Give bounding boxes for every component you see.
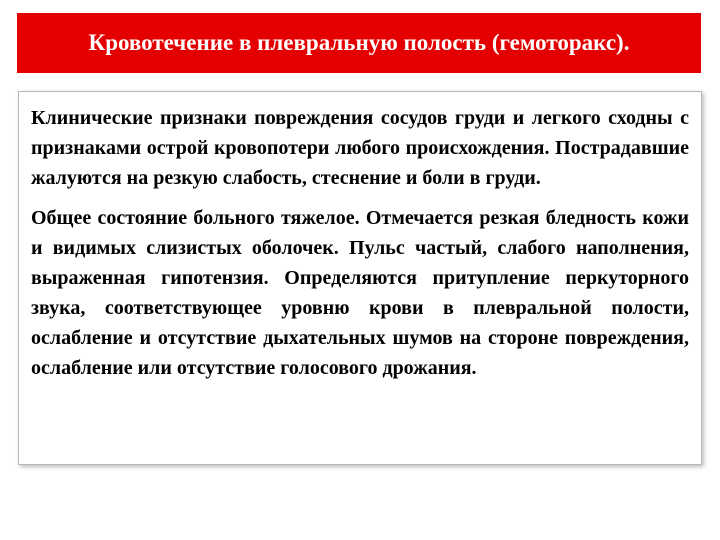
paragraph-general-condition: Общее состояние больного тяжелое. Отмечается резкая бледность кожи и видимых слизистых оболочек. Пульс частый, слабого наполнения, выраженная гипотензия. Определяются притупление перкуторного звука, соответствующее уровню крови в плевральной полости, ослабление и отсутствие дыхательных шумов на стороне повреждения, ослабление или отсутствие голосового дрожания. bbox=[31, 207, 689, 379]
content-box bbox=[18, 91, 702, 465]
title-banner bbox=[17, 13, 701, 73]
paragraph-clinical-signs: Клинические признаки повреждения сосудов груди и легкого сходны с признаками острой кровопотери любого происхождения. Пострадавшие жалуются на резкую слабость, стеснение и боли в груди. bbox=[31, 107, 689, 189]
slide-title: Кровотечение в плевральную полость (гемоторакс). bbox=[88, 30, 630, 55]
